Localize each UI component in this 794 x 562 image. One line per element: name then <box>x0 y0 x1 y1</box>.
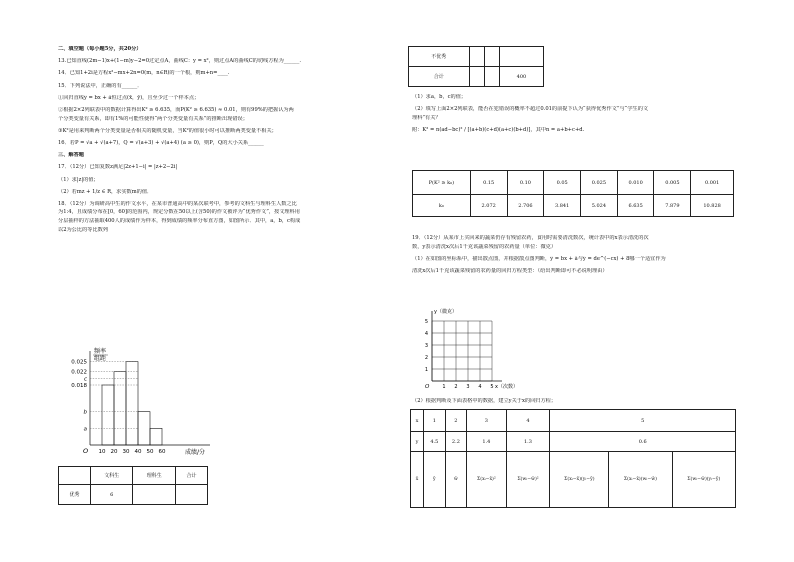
y-label-bottom: 组距 <box>94 355 107 362</box>
k-squared-formula: 附：K² = n(ad−bc)² / [(a+b)(c+d)(a+c)(b+d)]，其中n = a+b+c+d. <box>412 126 585 133</box>
table-cell: 合计 <box>176 467 208 485</box>
question-15-option-1: ①回归直线ŷ = b̂x + â恒过点(x̄，ȳ)，且至少过一个样本点； <box>58 94 200 101</box>
table-cell: Σ(xᵢ−x̄)(yᵢ−ȳ) <box>550 452 609 508</box>
y-label-top: 频率 <box>94 348 107 355</box>
origin-label: O <box>83 447 89 455</box>
question-17-part-2: （2）若mz + 1/z ∈ R，求实数m的值． <box>58 188 153 195</box>
section-solve-heading: 三、解答题 <box>58 152 84 159</box>
table-cell: 2 <box>445 410 467 432</box>
y-tick-label: 1 <box>424 367 428 373</box>
table-cell <box>499 47 543 67</box>
question-19-part-1: （1）在如图的坐标系中，描出散点图，并根据散点图判断，ŷ = b̂x + â与ŷ = de^(−cx) + 8哪一个适宜作为 <box>412 255 666 262</box>
x-tick-label: 30 <box>122 449 130 455</box>
question-19-line-2: 数，y表示清洗x次后1千克该蔬菜残留的农药量（单位：微克） <box>412 243 557 250</box>
scatter-plot-grid <box>420 305 520 395</box>
y-tick-label: a <box>83 426 87 433</box>
critical-value-table <box>412 170 734 217</box>
table-cell: Σ(wᵢ−w̄)(yᵢ−ȳ) <box>672 452 735 508</box>
question-18-line-1: 18．（12分）为调研高中生的作文水平，在某市普通高中的某次联考中，参考的文科生与理科生人数之比 <box>58 200 297 207</box>
y-tick-label: 0.018 <box>71 383 87 389</box>
contingency-table-continued <box>408 46 544 87</box>
question-18-line-2: 为1:4，且成绩分布在[0，60]的范围内，规定分数在50以上(含50)的作文被评为“优秀作文”，按文理科用 <box>58 209 300 216</box>
x-tick-label: 10 <box>98 449 106 455</box>
x-tick-label: 50 <box>146 449 154 455</box>
table-cell: 1.3 <box>506 432 550 452</box>
table-cell <box>59 467 91 485</box>
table-cell: 5.024 <box>581 195 618 217</box>
table-cell: Σ(xᵢ−x̄)² <box>467 452 506 508</box>
table-cell <box>484 47 499 67</box>
y-tick-label: 4 <box>424 331 428 337</box>
histogram-bar <box>102 385 114 445</box>
x-tick-label: 2 <box>454 384 458 390</box>
right-column-text-a <box>412 94 742 139</box>
question-17-part-1: （1）求|z|的值； <box>58 176 99 183</box>
table-cell: 1.4 <box>467 432 506 452</box>
x-axis-label: 成绩/分 <box>185 449 206 456</box>
question-18-part-1: （1）求a，b，c的值； <box>412 94 467 100</box>
x-tick-label: 20 <box>110 449 118 455</box>
histogram-bar <box>114 372 126 445</box>
question-15-option-2: ②根据2×2列联表中的数据计算得出K² ≥ 6.635，而P(K² ≥ 6.635) ≈ 0.01，则有99%的把握认为两 <box>58 107 294 114</box>
table-cell: 3 <box>467 410 506 432</box>
table-cell: Σ(xᵢ−x̄)(wᵢ−w̄) <box>609 452 672 508</box>
table-cell: 0.005 <box>654 171 691 195</box>
table-cell: 优秀 <box>59 485 91 505</box>
y-axis-label: y（微克） <box>434 309 457 315</box>
y-tick-label: 5 <box>424 319 428 325</box>
contingency-table-top <box>58 466 208 505</box>
table-cell: 0.10 <box>507 171 544 195</box>
table-cell <box>176 485 208 505</box>
origin-label: O <box>425 384 430 390</box>
table-cell: 0.010 <box>617 171 654 195</box>
table-cell <box>484 67 499 87</box>
left-column <box>58 46 388 239</box>
question-18-line-3: 分层抽样的方法抽取400人的成绩作为样本，得到成绩的频率分布直方图，如图所示．其中，a，b，c构成 <box>58 217 301 224</box>
table-cell: 0.05 <box>544 171 581 195</box>
x-tick-label: 40 <box>134 449 142 455</box>
frequency-histogram <box>60 345 220 465</box>
y-tick-label: 3 <box>424 343 428 349</box>
question-18-line-4: 以2为公比的等比数列 <box>58 226 108 233</box>
histogram-bar <box>126 362 138 445</box>
table-cell: 400 <box>499 67 543 87</box>
y-tick-label: 2 <box>424 355 428 361</box>
table-cell: 2.2 <box>445 432 467 452</box>
question-14: 14．已知1+2i是方程x²−mx+2n=0(m，n∈R)的一个根，则m+n=____. <box>58 70 230 77</box>
x-tick-label: 60 <box>158 449 166 455</box>
table-cell: ȳ <box>424 452 446 508</box>
table-cell: x̄ <box>411 452 424 508</box>
table-cell: 5 <box>550 410 736 432</box>
table-cell: 0.6 <box>550 432 736 452</box>
question-13: 13.已知直线(2m−1)x+(1−m)y−2=0过定点A，曲线C：y = x²，则过点A的曲线C的切线方程为______. <box>58 58 301 65</box>
question-19-line-1: 19．（12分）从某市上买回来的蔬菜仍存有残留农药，食用时需要清洗数次，统计表中的x表示清洗的次 <box>412 235 649 241</box>
histogram-bar <box>150 428 162 445</box>
table-cell: 7.879 <box>654 195 691 217</box>
question-18-part-2: （2）填写上面2×2列联表，能否在犯错误的概率不超过0.01的前提下认为“获得优秀作文”与“学生的文 <box>412 106 649 113</box>
table-cell: Σ(wᵢ−w̄)² <box>506 452 550 508</box>
table-cell: 合计 <box>409 67 470 87</box>
x-tick-label: 3 <box>466 384 470 390</box>
data-table-xy <box>410 409 736 508</box>
table-cell: 文科生 <box>90 467 133 485</box>
section-fill-in-heading: 二、填空题（每小题5分，共20分） <box>58 46 142 52</box>
question-15: 15．下列说法中，正确的有______． <box>58 82 143 89</box>
table-cell <box>469 47 484 67</box>
table-cell <box>133 485 176 505</box>
y-tick-label: 0.022 <box>71 369 87 376</box>
table-cell: 1 <box>424 410 446 432</box>
table-cell: 10.828 <box>691 195 734 217</box>
table-cell: 0.15 <box>470 171 507 195</box>
table-cell: 理科生 <box>133 467 176 485</box>
question-17: 17．（12分）已知复数z满足|2z+1−i| = |z+2−2i| <box>58 164 178 171</box>
table-cell: 6 <box>90 485 133 505</box>
y-tick-label: b <box>83 409 87 416</box>
question-15-option-2-cont: 个分类变量有关系，即有1%的可能性使得“两个分类变量有关系”的推断出现错误； <box>58 115 248 122</box>
table-cell: 4 <box>506 410 550 432</box>
table-cell: 2.072 <box>470 195 507 217</box>
table-cell: 3.841 <box>544 195 581 217</box>
right-column-text-b <box>412 235 742 280</box>
table-cell: 0.001 <box>691 171 734 195</box>
question-18-part-2-cont: 理科”有关？ <box>412 114 441 121</box>
table-cell: 4.5 <box>424 432 446 452</box>
x-tick-label: 5 <box>490 384 494 390</box>
question-19-part-1-cont: 清洗x次后1千克该蔬菜残留的农药量的回归方程类型：（给出判断即可不必说明理由） <box>412 267 608 274</box>
table-cell: k₀ <box>413 195 471 217</box>
table-cell: 不优秀 <box>409 47 470 67</box>
table-cell: y <box>411 432 424 452</box>
question-19-part-2: （2）根据判断及下面表格中的数据，建立y关于x的回归方程； <box>412 398 557 404</box>
x-axis-label: x（次数） <box>495 384 518 390</box>
x-tick-label: 4 <box>478 384 482 390</box>
table-cell: 2.706 <box>507 195 544 217</box>
table-cell <box>469 67 484 87</box>
y-tick-label: 0.025 <box>71 359 87 366</box>
table-cell: P(K² ≥ k₀) <box>413 171 471 195</box>
table-cell: 0.025 <box>581 171 618 195</box>
x-tick-label: 1 <box>442 384 446 390</box>
question-16: 16．若P = √a + √(a+7)，Q = √(a+3) + √(a+4) (a ≥ 0)，则P，Q的大小关系______ <box>58 139 264 146</box>
table-cell: w̄ <box>445 452 467 508</box>
histogram-bar <box>138 412 150 445</box>
y-tick-label: c <box>83 376 87 383</box>
question-15-option-3: ③K²是用来判断两个分类变量是否相关的随机变量，当K²的值很小时可以推断两类变量不相关； <box>58 127 277 134</box>
table-cell: x <box>411 410 424 432</box>
table-cell: 6.635 <box>617 195 654 217</box>
